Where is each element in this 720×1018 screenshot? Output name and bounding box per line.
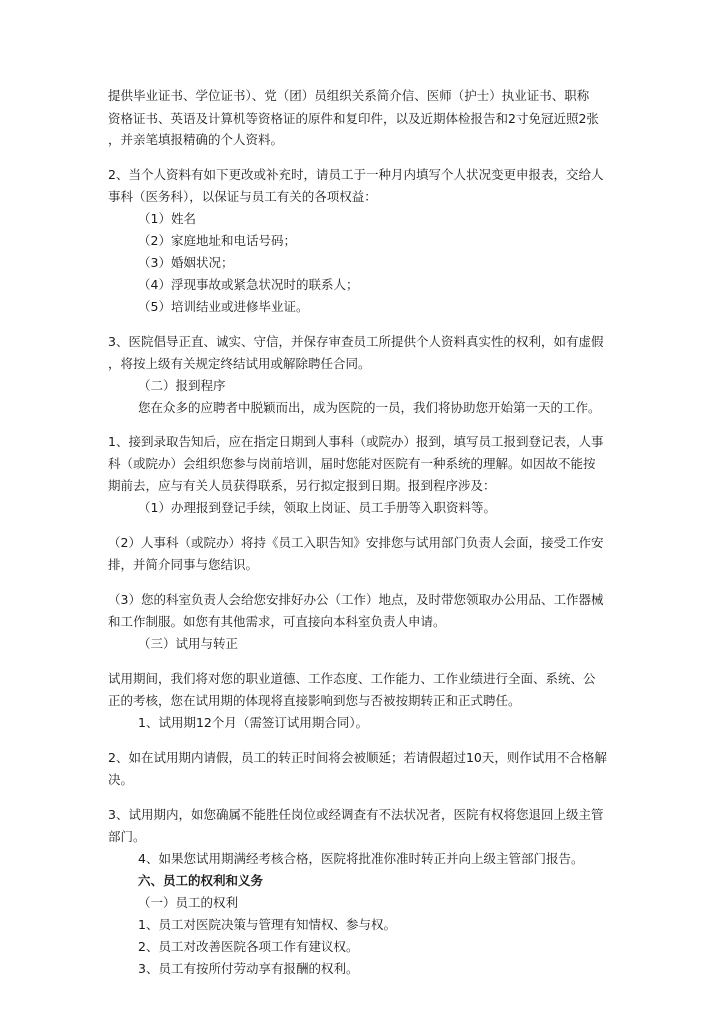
text-line: 排，并简介同事与您结识。 xyxy=(108,557,259,572)
text-line: 部门。 xyxy=(108,829,146,844)
text-line: 3、试用期内，如您确属不能胜任岗位或经调查有不法状况者，医院有权将您退回上级主管 xyxy=(108,807,604,822)
text-line: 资格证书、英语及计算机等资格证的原件和复印件，以及近期体检报告和2寸免冠近照2张 xyxy=(108,111,599,126)
chapter-heading: 六、员工的权利和义务 xyxy=(138,873,264,888)
list-item: （3）婚姻状况； xyxy=(138,255,234,270)
section-heading: （二）报到程序 xyxy=(138,378,226,393)
list-item: 4、如果您试用期满经考核合格，医院将批准你准时转正并向上级主管部门报告。 xyxy=(138,851,584,866)
text-line: 1、接到录取告知后，应在指定日期到人事科（或院办）报到，填写员工报到登记表，人事 xyxy=(108,434,604,449)
list-item: （1）办理报到登记手续，领取上岗证、员工手册等入职资料等。 xyxy=(138,500,496,515)
section-heading: （一）员工的权利 xyxy=(138,895,239,910)
list-item: 3、员工有按所付劳动享有报酬的权利。 xyxy=(138,961,359,976)
text-line: 2、如在试用期内请假，员工的转正时间将会被顺延；若请假超过10天，则作试用不合格解 xyxy=(108,750,607,765)
text-line: 2、当个人资料有如下更改或补充时，请员工于一种月内填写个人状况变更申报表，交给人 xyxy=(108,167,604,182)
text-line: 事科（医务科），以保证与员工有关的各项权益： xyxy=(108,189,377,204)
list-item: （2）家庭地址和电话号码； xyxy=(138,233,296,248)
list-item: 1、员工对医院决策与管理有知情权、参与权。 xyxy=(138,917,396,932)
list-item: 1、试用期12个月（需签订试用期合同）。 xyxy=(138,715,369,730)
text-line: 3、医院倡导正直、诚实、守信，并保存审查员工所提供个人资料真实性的权利，如有虚假 xyxy=(108,334,604,349)
text-line: ，并亲笔填报精确的个人资料。 xyxy=(108,132,284,147)
text-line: （3）您的科室负责人会给您安排好办公（工作）地点，及时带您领取办公用品、工作器械 xyxy=(108,592,604,607)
text-line: 试用期间，我们将对您的职业道德、工作态度、工作能力、工作业绩进行全面、系统、公 xyxy=(108,671,596,686)
list-item: （1）姓名 xyxy=(138,211,196,226)
list-item: （4）浮现事故或紧急状况时的联系人； xyxy=(138,277,359,292)
section-heading: （三）试用与转正 xyxy=(138,636,239,651)
text-line: 期前去，应与有关人员获得联系，另行拟定报到日期。报到程序涉及： xyxy=(108,478,496,493)
text-line: 和工作制服。如您有其他需求，可直接向本科室负责人申请。 xyxy=(108,614,446,629)
text-line: 正的考核，您在试用期的体现将直接影响到您与否被按期转正和正式聘任。 xyxy=(108,693,521,708)
text-line: 您在众多的应聘者中脱颖而出，成为医院的一员，我们将协助您开始第一天的工作。 xyxy=(138,400,601,415)
text-line: 提供毕业证书、学位证书）、党（团）员组织关系简介信、医师（护士）执业证书、职称 xyxy=(108,88,590,103)
list-item: （5）培训结业或进修毕业证。 xyxy=(138,299,309,314)
text-line: （2）人事科（或院办）将持《员工入职告知》安排您与试用部门负责人会面，接受工作安 xyxy=(108,535,604,550)
text-line: ，将按上级有关规定终结试用或解除聘任合同。 xyxy=(108,356,371,371)
text-line: 决。 xyxy=(108,772,134,787)
list-item: 2、员工对改善医院各项工作有建议权。 xyxy=(138,939,359,954)
text-line: 科（或院办）会组织您参与岗前培训，届时您能对医院有一种系统的理解。如因故不能按 xyxy=(108,456,596,471)
